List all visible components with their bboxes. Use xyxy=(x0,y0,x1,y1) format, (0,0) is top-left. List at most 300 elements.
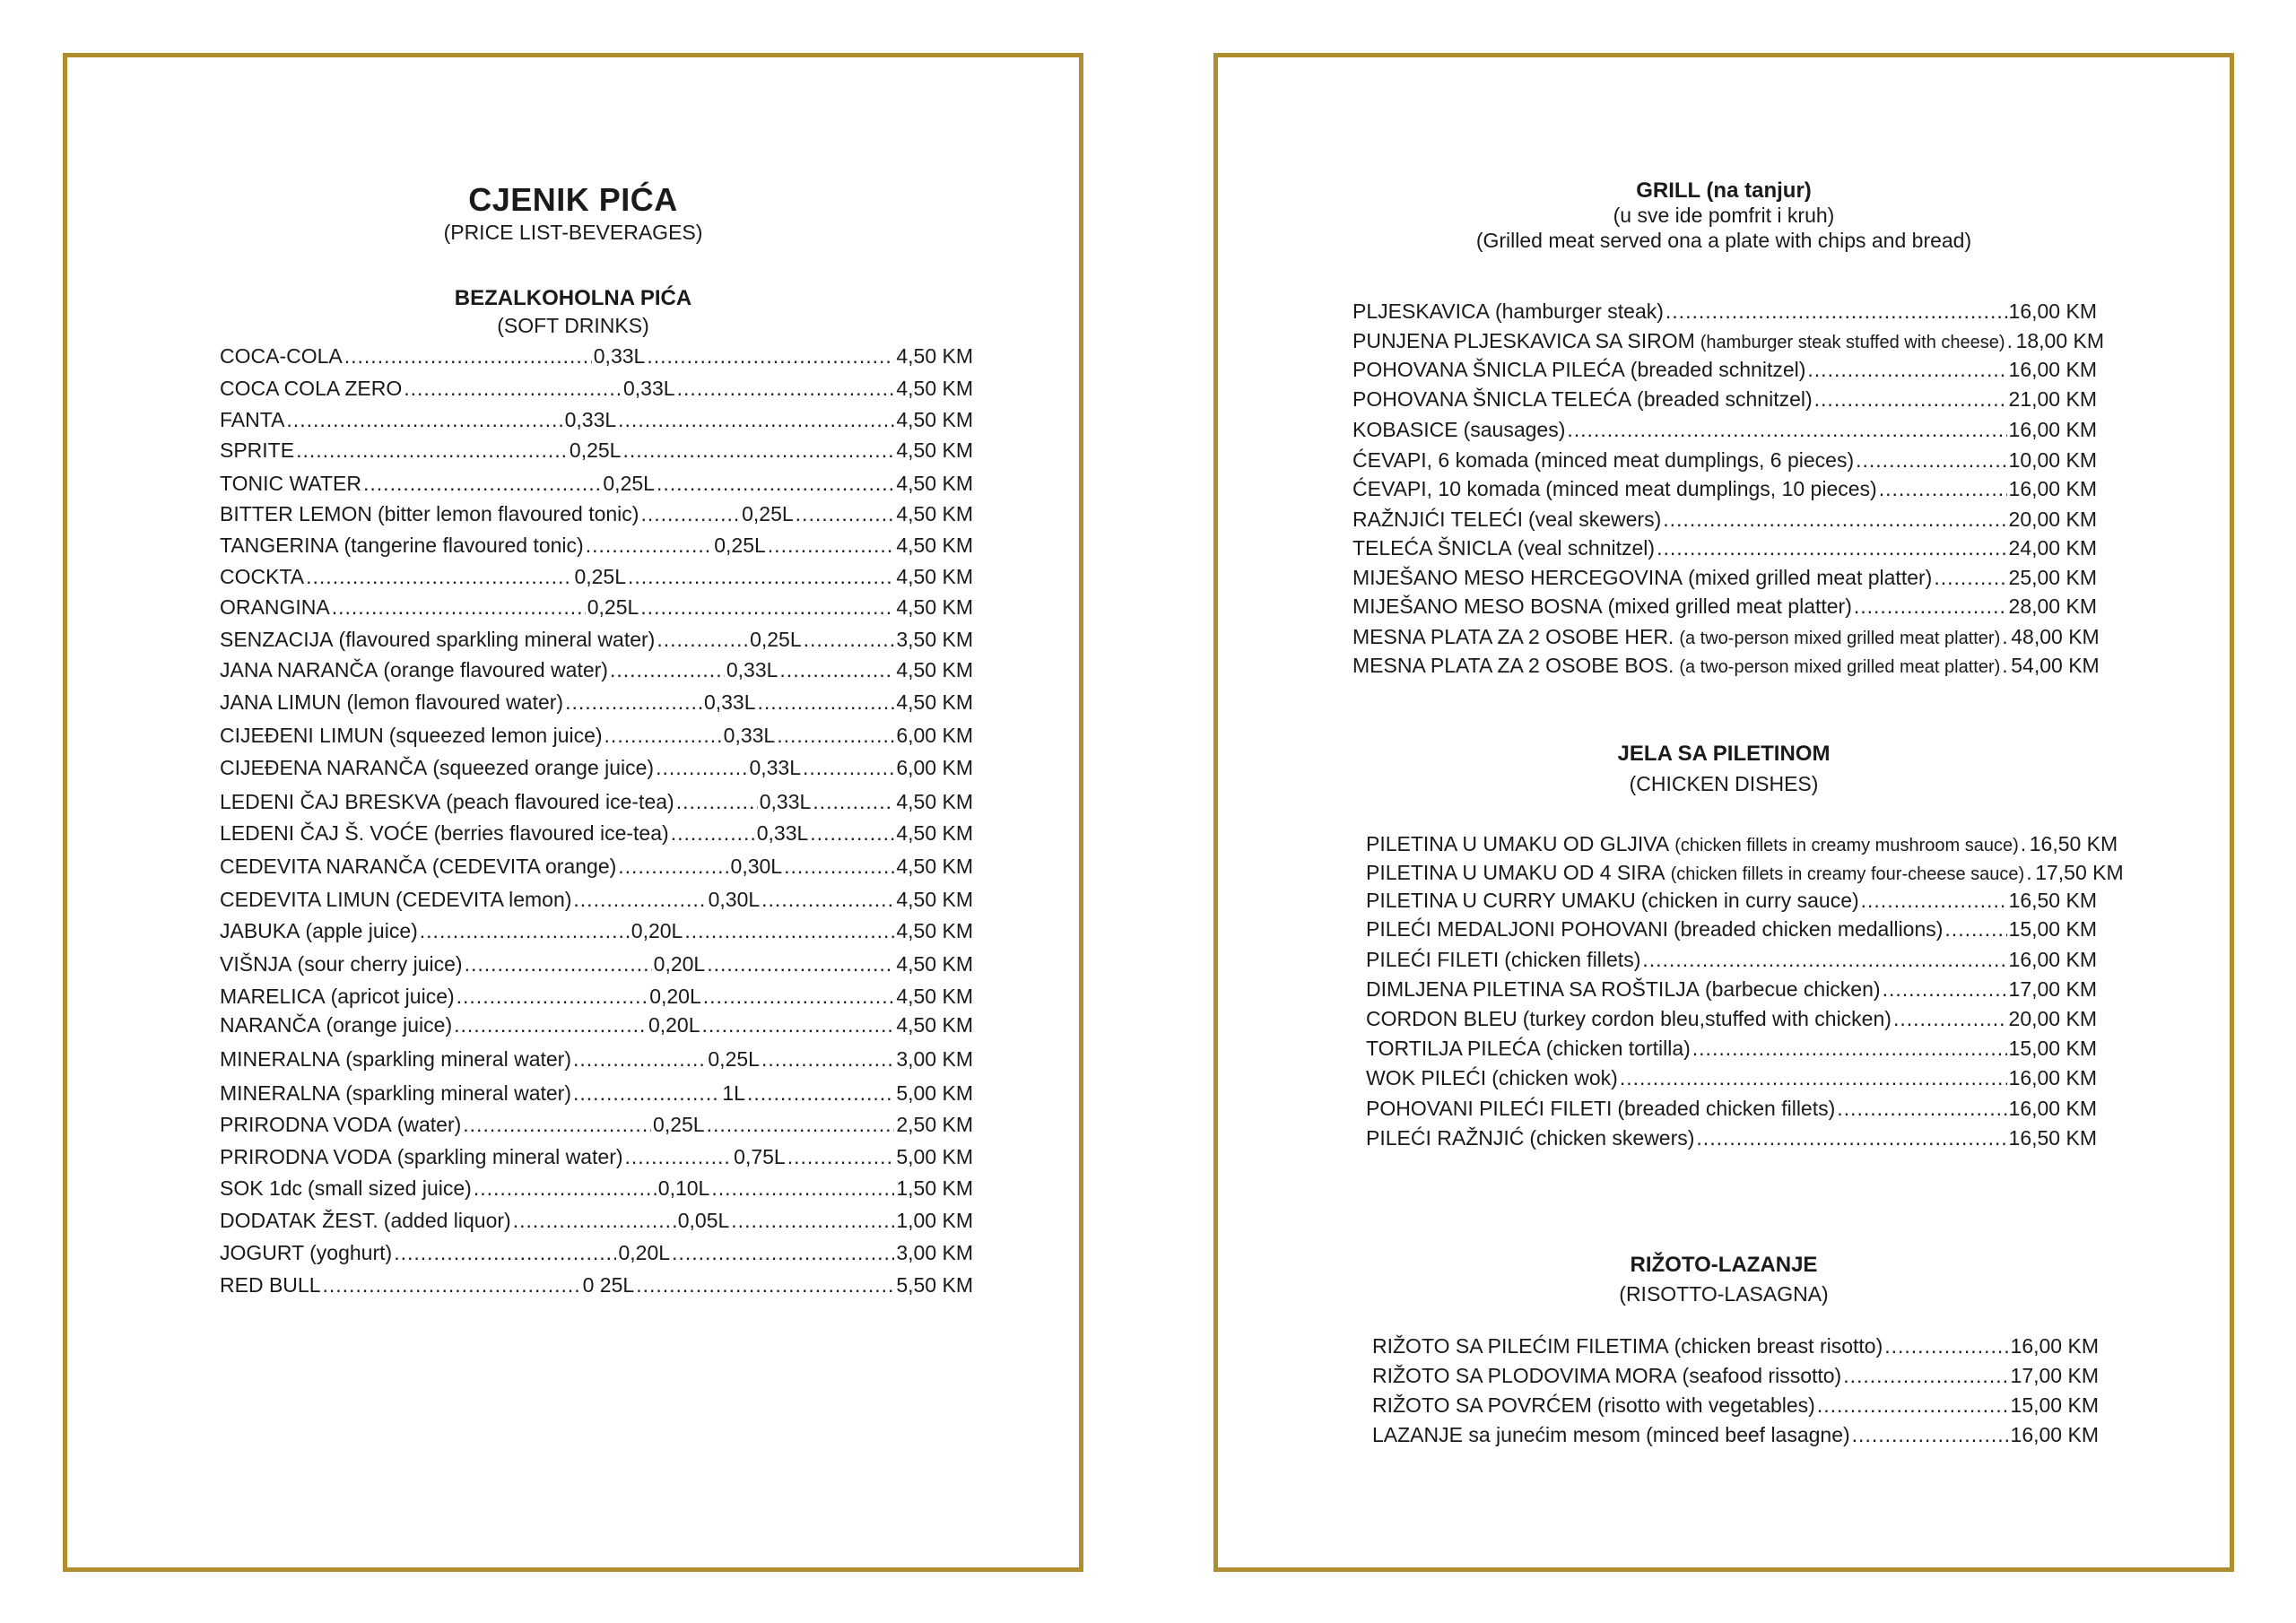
dish-description: (hamburger steak stuffed with cheese) xyxy=(1700,333,2005,352)
leader-dots xyxy=(2002,627,2009,647)
dish-description: (chicken fillets in creamy four-cheese sauce) xyxy=(1670,864,2025,884)
leader-dots xyxy=(796,504,895,525)
drink-description: (yoghurt) xyxy=(309,1241,393,1264)
dish-row xyxy=(1352,509,2097,530)
drink-price: 4,50 KM xyxy=(896,595,973,619)
dish-description: (veal schnitzel) xyxy=(1517,536,1656,560)
dish-name: PILEĆI MEDALJONI POHOVANI xyxy=(1366,917,1668,941)
dish-row xyxy=(1352,568,2097,588)
drink-row xyxy=(220,535,973,556)
drink-description: (flavoured sparkling mineral water) xyxy=(338,628,656,651)
drink-description: (sparkling mineral water) xyxy=(345,1081,572,1105)
drink-volume: 0 25L xyxy=(582,1273,635,1297)
drink-name: SPRITE xyxy=(220,438,295,462)
drink-row xyxy=(220,725,973,746)
dish-name: DIMLJENA PILETINA SA ROŠTILJA xyxy=(1366,977,1700,1001)
drink-name: DODATAK ŽEST. xyxy=(220,1209,378,1232)
leader-dots xyxy=(803,758,894,778)
dish-price: 48,00 KM xyxy=(2011,625,2100,648)
dish-description: (turkey cordon bleu,stuffed with chicken) xyxy=(1522,1007,1892,1030)
drink-price: 4,50 KM xyxy=(896,565,973,588)
dish-price: 25,00 KM xyxy=(2008,566,2097,589)
drink-row xyxy=(220,758,973,778)
dish-price: 28,00 KM xyxy=(2008,595,2097,618)
drink-name: CIJEĐENA NARANČA xyxy=(220,756,428,779)
drink-name: LEDENI ČAJ Š. VOĆE xyxy=(220,821,429,845)
drink-price: 4,50 KM xyxy=(896,534,973,557)
dish-row xyxy=(1352,654,2100,677)
section-subtitle-risotto: (RISOTTO-LASAGNA) xyxy=(1619,1282,1829,1306)
dish-description: (chicken skewers) xyxy=(1529,1126,1695,1150)
dish-price: 20,00 KM xyxy=(2008,508,2097,531)
drink-volume: 0,25L xyxy=(750,628,802,651)
dish-name: PILEĆI FILETI xyxy=(1366,948,1500,971)
leader-dots xyxy=(1663,509,2006,530)
drink-name: RED BULL xyxy=(220,1273,321,1297)
dish-name: PILEĆI RAŽNJIĆ xyxy=(1366,1126,1525,1150)
drink-name: MINERALNA xyxy=(220,1047,341,1071)
section-title-chicken: JELA SA PILETINOM xyxy=(1617,742,1831,766)
drink-row xyxy=(220,1083,973,1104)
drink-name: CEDEVITA NARANČA xyxy=(220,855,427,878)
drink-row xyxy=(220,692,973,713)
leader-dots xyxy=(2021,834,2028,855)
drink-price: 3,50 KM xyxy=(896,628,973,651)
leader-dots xyxy=(344,346,592,367)
leader-dots xyxy=(463,1115,651,1135)
dish-name: POHOVANA ŠNICLA TELEĆA xyxy=(1352,387,1632,411)
leader-dots xyxy=(420,921,630,942)
section-title-risotto: RIŽOTO-LAZANJE xyxy=(1630,1253,1818,1277)
dish-description: (seafood rissotto) xyxy=(1682,1364,1842,1387)
leader-dots xyxy=(1665,301,2007,322)
dish-row xyxy=(1366,832,2118,855)
drink-description: (tangerine flavoured tonic) xyxy=(344,534,584,557)
drink-volume: 0,25L xyxy=(742,502,794,525)
leader-dots xyxy=(768,535,895,556)
leader-dots xyxy=(1879,479,2007,499)
dish-price: 16,50 KM xyxy=(2008,889,2097,912)
leader-dots xyxy=(676,792,758,812)
dish-price: 17,00 KM xyxy=(2010,1364,2099,1387)
drink-name: FANTA xyxy=(220,408,285,431)
page-subtitle: (PRICE LIST-BEVERAGES) xyxy=(443,221,703,244)
drink-price: 4,50 KM xyxy=(896,502,973,525)
drink-volume: 0,33L xyxy=(723,724,776,747)
leader-dots xyxy=(625,1147,733,1167)
dish-description: (chicken fillets in creamy mushroom sauce) xyxy=(1674,836,2019,855)
dish-row xyxy=(1352,450,2097,471)
leader-dots xyxy=(1642,950,2006,970)
drink-name: JABUKA xyxy=(220,919,300,942)
drink-name: COCA-COLA xyxy=(220,344,343,368)
drink-row xyxy=(220,1147,973,1167)
leader-dots xyxy=(810,823,894,844)
dish-name: POHOVANI PILEĆI FILETI xyxy=(1366,1097,1613,1120)
leader-dots xyxy=(1620,1068,2007,1089)
dish-name: TELEĆA ŠNICLA xyxy=(1352,536,1512,560)
drink-row xyxy=(220,440,973,461)
dish-row xyxy=(1352,360,2097,380)
drink-name: MARELICA xyxy=(220,985,326,1008)
drink-row xyxy=(220,792,973,812)
drink-row xyxy=(220,660,973,681)
drink-row xyxy=(220,856,973,877)
leader-dots xyxy=(657,473,894,494)
dish-description: (barbecue chicken) xyxy=(1704,977,1881,1001)
leader-dots xyxy=(1814,389,2007,410)
dish-row xyxy=(1352,625,2100,648)
drink-price: 4,50 KM xyxy=(896,690,973,714)
dish-row xyxy=(1352,479,2097,499)
leader-dots xyxy=(573,1083,720,1104)
drink-description: (bitter lemon flavoured tonic) xyxy=(377,502,639,525)
dish-name: RIŽOTO SA PILEĆIM FILETIMA xyxy=(1372,1334,1669,1358)
dish-row xyxy=(1372,1336,2099,1357)
drink-price: 4,50 KM xyxy=(896,790,973,813)
drink-volume: 0,10L xyxy=(657,1176,710,1200)
dish-description: (a two-person mixed grilled meat platter) xyxy=(1679,657,2001,677)
drink-price: 2,50 KM xyxy=(896,1113,973,1136)
drink-price: 1,50 KM xyxy=(896,1176,973,1200)
leader-dots xyxy=(622,440,894,461)
leader-dots xyxy=(2002,655,2009,676)
leader-dots xyxy=(1944,919,2006,940)
drink-volume: 0,25L xyxy=(653,1113,705,1136)
leader-dots xyxy=(761,1049,894,1070)
dish-price: 54,00 KM xyxy=(2011,654,2100,677)
drink-price: 4,50 KM xyxy=(896,855,973,878)
drink-price: 6,00 KM xyxy=(896,724,973,747)
section-subtitle-chicken: (CHICKEN DISHES) xyxy=(1629,772,1819,795)
dish-description: (minced meat dumplings, 6 pieces) xyxy=(1534,448,1855,472)
drink-name: ORANGINA xyxy=(220,595,330,619)
drink-price: 5,00 KM xyxy=(896,1081,973,1105)
dish-name: PUNJENA PLJESKAVICA SA SIROM xyxy=(1352,329,1695,352)
dish-name: RIŽOTO SA POVRĆEM xyxy=(1372,1393,1592,1417)
drink-price: 4,50 KM xyxy=(896,821,973,845)
dish-description: (a two-person mixed grilled meat platter) xyxy=(1679,629,2001,648)
dish-row xyxy=(1372,1425,2099,1445)
leader-dots xyxy=(1657,538,2006,559)
leader-dots xyxy=(628,567,894,587)
drink-price: 4,50 KM xyxy=(896,658,973,681)
leader-dots xyxy=(1934,568,2006,588)
drink-row xyxy=(220,629,973,650)
drink-description: (sour cherry juice) xyxy=(297,952,463,976)
dish-row xyxy=(1366,861,2124,884)
dish-description: (chicken in curry sauce) xyxy=(1640,889,1859,912)
drink-row xyxy=(220,410,973,430)
drink-description: (lemon flavoured water) xyxy=(346,690,564,714)
leader-dots xyxy=(672,1243,894,1263)
leader-dots xyxy=(677,378,895,399)
dish-price: 21,00 KM xyxy=(2008,387,2097,411)
dish-name: KOBASICE xyxy=(1352,418,1458,441)
drink-description: (orange flavoured water) xyxy=(383,658,608,681)
drink-row xyxy=(220,954,973,975)
drink-row xyxy=(220,921,973,942)
dish-row xyxy=(1352,329,2105,352)
drink-description: (small sized juice) xyxy=(308,1176,472,1200)
section-subtitle-soft-drinks: (SOFT DRINKS) xyxy=(497,314,649,337)
dish-price: 16,00 KM xyxy=(2008,948,2097,971)
leader-dots xyxy=(1692,1038,2007,1059)
dish-name: POHOVANA ŠNICLA PILEĆA xyxy=(1352,358,1625,381)
section-title-soft-drinks: BEZALKOHOLNA PIĆA xyxy=(454,286,692,310)
drink-volume: 0,25L xyxy=(574,565,627,588)
dish-name: PLJESKAVICA xyxy=(1352,299,1490,323)
leader-dots xyxy=(640,504,740,525)
leader-dots xyxy=(1817,1395,2009,1416)
dish-description: (sausages) xyxy=(1463,418,1566,441)
leader-dots xyxy=(296,440,568,461)
leader-dots xyxy=(758,692,895,713)
left-menu-page xyxy=(63,53,1083,1572)
leader-dots xyxy=(454,1015,647,1036)
dish-price: 16,00 KM xyxy=(2008,477,2097,500)
dish-price: 16,50 KM xyxy=(2029,832,2118,855)
leader-dots xyxy=(465,954,652,975)
leader-dots xyxy=(457,986,648,1007)
dish-description: (mixed grilled meat platter) xyxy=(1607,595,1852,618)
dish-description: (breaded chicken medallions) xyxy=(1673,917,1944,941)
leader-dots xyxy=(657,629,748,650)
drink-volume: 0,33L xyxy=(726,658,778,681)
dish-name: PILETINA U CURRY UMAKU xyxy=(1366,889,1636,912)
leader-dots xyxy=(573,1049,706,1070)
drink-volume: 0,25L xyxy=(714,534,766,557)
leader-dots xyxy=(306,567,572,587)
page-title: CJENIK PIĆA xyxy=(468,181,678,218)
drink-name: TONIC WATER xyxy=(220,472,362,495)
drink-price: 4,50 KM xyxy=(896,408,973,431)
dish-description: (minced beef lasagne) xyxy=(1646,1423,1850,1446)
drink-volume: 0,20L xyxy=(631,919,683,942)
dish-name: MESNA PLATA ZA 2 OSOBE BOS. xyxy=(1352,654,1674,677)
leader-dots xyxy=(731,1211,894,1231)
leader-dots xyxy=(1856,450,2006,471)
drink-volume: 0,33L xyxy=(749,756,801,779)
leader-dots xyxy=(707,954,894,975)
dish-row xyxy=(1352,596,2097,617)
dish-name: MIJEŠANO MESO BOSNA xyxy=(1352,595,1603,618)
drink-row xyxy=(220,823,973,844)
drink-price: 4,50 KM xyxy=(896,438,973,462)
drink-description: (sparkling mineral water) xyxy=(396,1145,623,1168)
dish-row xyxy=(1366,1038,2097,1059)
drink-name: LEDENI ČAJ BRESKVA xyxy=(220,790,441,813)
dish-name: WOK PILEĆI xyxy=(1366,1066,1487,1089)
drink-volume: 0,25L xyxy=(708,1047,760,1071)
leader-dots xyxy=(711,1178,894,1199)
drink-description: (apricot juice) xyxy=(330,985,455,1008)
section-title-grill: GRILL (na tanjur) xyxy=(1636,178,1812,203)
dish-row xyxy=(1352,538,2097,559)
leader-dots xyxy=(656,758,747,778)
leader-dots xyxy=(618,856,728,877)
dish-name: CORDON BLEU xyxy=(1366,1007,1518,1030)
leader-dots xyxy=(1854,596,2007,617)
leader-dots xyxy=(1843,1366,2008,1386)
leader-dots xyxy=(586,535,713,556)
drink-name: PRIRODNA VODA xyxy=(220,1113,392,1136)
dish-description: (breaded schnitzel) xyxy=(1637,387,1813,411)
drink-row xyxy=(220,346,973,367)
drink-price: 4,50 KM xyxy=(896,985,973,1008)
drink-price: 4,50 KM xyxy=(896,1013,973,1037)
leader-dots xyxy=(286,410,562,430)
dish-description: (risotto with vegetables) xyxy=(1596,1393,1815,1417)
drink-row xyxy=(220,597,973,618)
leader-dots xyxy=(618,410,894,430)
section-subtitle-grill-1: (u sve ide pomfrit i kruh) xyxy=(1613,204,1835,227)
leader-dots xyxy=(707,1115,895,1135)
leader-dots xyxy=(1852,1425,2009,1445)
dish-name: MESNA PLATA ZA 2 OSOBE HER. xyxy=(1352,625,1674,648)
dish-price: 16,00 KM xyxy=(2008,418,2097,441)
drink-volume: 0,33L xyxy=(623,377,675,400)
leader-dots xyxy=(604,725,722,746)
dish-price: 16,00 KM xyxy=(2010,1423,2099,1446)
leader-dots xyxy=(2026,863,2033,883)
drink-name: CIJEĐENI LIMUN xyxy=(220,724,384,747)
drink-name: JOGURT xyxy=(220,1241,305,1264)
leader-dots xyxy=(394,1243,616,1263)
drink-price: 4,50 KM xyxy=(896,952,973,976)
dish-row xyxy=(1372,1395,2099,1416)
dish-description: (breaded chicken fillets) xyxy=(1617,1097,1836,1120)
dish-row xyxy=(1366,919,2097,940)
leader-dots xyxy=(1884,1336,2008,1357)
drink-volume: 0,20L xyxy=(653,952,706,976)
dish-price: 16,00 KM xyxy=(2010,1334,2099,1358)
leader-dots xyxy=(332,597,586,618)
drink-name: TANGERINA xyxy=(220,534,339,557)
drink-price: 5,50 KM xyxy=(896,1273,973,1297)
drink-description: (peach flavoured ice-tea) xyxy=(446,790,674,813)
leader-dots xyxy=(404,378,622,399)
drink-volume: 0,20L xyxy=(648,1013,700,1037)
drink-volume: 0,30L xyxy=(708,888,761,911)
drink-description: (CEDEVITA orange) xyxy=(431,855,617,878)
drink-price: 3,00 KM xyxy=(896,1241,973,1264)
drink-price: 4,50 KM xyxy=(896,919,973,942)
drink-row xyxy=(220,1178,973,1199)
drink-row xyxy=(220,890,973,910)
drink-description: (water) xyxy=(396,1113,462,1136)
dish-price: 17,50 KM xyxy=(2035,861,2124,884)
drink-name: CEDEVITA LIMUN xyxy=(220,888,390,911)
leader-dots xyxy=(747,1083,894,1104)
leader-dots xyxy=(1883,979,2007,1000)
leader-dots xyxy=(640,597,894,618)
drink-name: COCKTA xyxy=(220,565,305,588)
dish-price: 10,00 KM xyxy=(2008,448,2097,472)
drink-volume: 0,33L xyxy=(564,408,617,431)
leader-dots xyxy=(779,660,894,681)
dish-name: ĆEVAPI, 6 komada xyxy=(1352,448,1529,472)
leader-dots xyxy=(2007,331,2014,352)
drink-volume: 0,25L xyxy=(569,438,622,462)
leader-dots xyxy=(647,346,894,367)
leader-dots xyxy=(573,890,706,910)
dish-name: RIŽOTO SA PLODOVIMA MORA xyxy=(1372,1364,1677,1387)
leader-dots xyxy=(1567,420,2006,440)
leader-dots xyxy=(684,921,894,942)
leader-dots xyxy=(671,823,755,844)
dish-row xyxy=(1366,1098,2097,1119)
dish-price: 20,00 KM xyxy=(2008,1007,2097,1030)
dish-description: (minced meat dumplings, 10 pieces) xyxy=(1545,477,1877,500)
dish-price: 15,00 KM xyxy=(2008,917,2097,941)
drink-price: 1,00 KM xyxy=(896,1209,973,1232)
leader-dots xyxy=(804,629,895,650)
dish-price: 15,00 KM xyxy=(2010,1393,2099,1417)
leader-dots xyxy=(761,890,894,910)
drink-description: (apple juice) xyxy=(305,919,418,942)
drink-price: 3,00 KM xyxy=(896,1047,973,1071)
drink-volume: 0,20L xyxy=(649,985,701,1008)
drink-row xyxy=(220,986,973,1007)
drink-row xyxy=(220,378,973,399)
right-menu-page xyxy=(1213,53,2234,1572)
drink-row xyxy=(220,1115,973,1135)
dish-price: 16,50 KM xyxy=(2008,1126,2097,1150)
dish-description: (hamburger steak) xyxy=(1494,299,1664,323)
dish-price: 16,00 KM xyxy=(2008,358,2097,381)
drink-volume: 0,20L xyxy=(618,1241,671,1264)
leader-dots xyxy=(784,856,894,877)
dish-row xyxy=(1352,420,2097,440)
dish-description: (breaded schnitzel) xyxy=(1630,358,1806,381)
drink-row xyxy=(220,473,973,494)
drink-description: (berries flavoured ice-tea) xyxy=(433,821,669,845)
dish-row xyxy=(1366,890,2097,911)
dish-price: 16,00 KM xyxy=(2008,1066,2097,1089)
drink-row xyxy=(220,504,973,525)
drink-row xyxy=(220,567,973,587)
dish-price: 18,00 KM xyxy=(2015,329,2105,352)
dish-name: PILETINA U UMAKU OD GLJIVA xyxy=(1366,832,1670,855)
dish-price: 16,00 KM xyxy=(2008,299,2097,323)
leader-dots xyxy=(565,692,702,713)
drink-volume: 0,75L xyxy=(734,1145,786,1168)
dish-name: TORTILJA PILEĆA xyxy=(1366,1037,1541,1060)
drink-row xyxy=(220,1243,973,1263)
drink-description: (sparkling mineral water) xyxy=(345,1047,572,1071)
drink-name: COCA COLA ZERO xyxy=(220,377,403,400)
drink-volume: 0,33L xyxy=(759,790,812,813)
leader-dots xyxy=(703,986,895,1007)
dish-description: (mixed grilled meat platter) xyxy=(1688,566,1933,589)
leader-dots xyxy=(322,1275,580,1296)
drink-price: 5,00 KM xyxy=(896,1145,973,1168)
dish-description: (chicken tortilla) xyxy=(1545,1037,1691,1060)
leader-dots xyxy=(610,660,725,681)
drink-price: 4,50 KM xyxy=(896,344,973,368)
drink-description: (orange juice) xyxy=(326,1013,453,1037)
dish-name: PILETINA U UMAKU OD 4 SIRA xyxy=(1366,861,1665,884)
drink-name: NARANČA xyxy=(220,1013,321,1037)
dish-row xyxy=(1366,1009,2097,1029)
drink-name: JANA LIMUN xyxy=(220,690,342,714)
drink-volume: 0,05L xyxy=(677,1209,730,1232)
dish-price: 15,00 KM xyxy=(2008,1037,2097,1060)
drink-volume: 0,25L xyxy=(603,472,655,495)
dish-row xyxy=(1366,950,2097,970)
drink-row xyxy=(220,1211,973,1231)
